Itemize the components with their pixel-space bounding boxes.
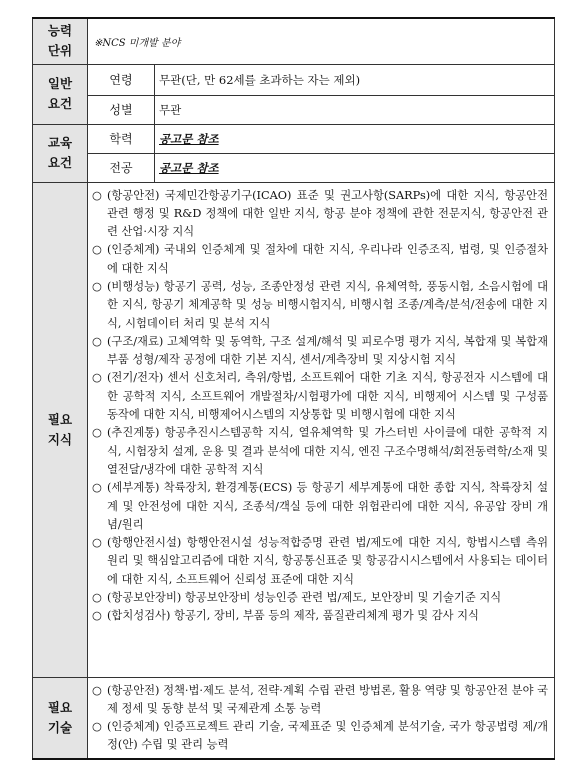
knowledge-item-text: (인증체계) 국내외 인증체계 및 절차에 대한 지식, 우리나라 인증조직, 법령, 및 인증절차에 대한 지식 bbox=[107, 243, 548, 275]
bullet-icon: ○ bbox=[92, 481, 102, 495]
knowledge-item bbox=[92, 534, 548, 589]
knowledge-item-text: (항공안전) 국제민간항공기구(ICAO) 표준 및 권고사항(SARPs)에 대한 지식, 항공안전 관련 행정 및 R&D 정책에 대한 일반 지식, 항공 분야 정책에 관한 전문지식, 항공안전 관련 산업·시장 지식 bbox=[107, 188, 548, 239]
ability-unit-note: ※NCS 미개발 분야 bbox=[88, 18, 555, 64]
knowledge-label-top: 필요 bbox=[47, 411, 73, 427]
degree-label: 학력 bbox=[88, 124, 155, 153]
bullet-icon: ○ bbox=[92, 683, 102, 697]
bullet-icon: ○ bbox=[92, 720, 102, 734]
age-value: 무관(단, 만 62세를 초과하는 자는 제외) bbox=[155, 64, 555, 95]
row-required-knowledge bbox=[33, 182, 555, 677]
bullet-icon: ○ bbox=[92, 279, 102, 293]
knowledge-item-text: (구조/재료) 고체역학 및 동역학, 구조 설계/해석 및 피로수명 평가 지식, 복합재 및 복합재 부품 성형/제작 공정에 대한 기본 지식, 센서/계측장비 및 지상시험 지식 bbox=[107, 334, 548, 367]
education-label-top: 교육 bbox=[47, 135, 73, 150]
gender-label: 성별 bbox=[88, 95, 155, 124]
row-major bbox=[33, 153, 555, 182]
knowledge-list bbox=[88, 182, 555, 677]
knowledge-item bbox=[92, 278, 548, 333]
education-label-bottom: 요건 bbox=[47, 155, 73, 170]
knowledge-item bbox=[92, 333, 548, 370]
row-gender bbox=[33, 95, 555, 124]
knowledge-item-text: (세부계통) 착륙장치, 환경계통(ECS) 등 항공기 세부계통에 대한 종합 지식, 착륙장치 설계 및 안전성에 대한 지식, 조종석/객실 등에 대한 위험관리에 대한 지식, 유공압 장비 개념/원리 bbox=[107, 481, 548, 531]
row-age bbox=[33, 64, 555, 95]
knowledge-item bbox=[92, 369, 548, 424]
ability-unit-label-bottom: 단위 bbox=[47, 43, 73, 59]
bullet-icon: ○ bbox=[92, 591, 102, 605]
skills-item-text: (항공안전) 정책·법·제도 분석, 전략·계획 수립 관련 방법론, 활용 역량 및 항공안전 분야 국제 정세 및 동향 분석 및 국제관계 소통 능력 bbox=[107, 683, 548, 715]
bullet-icon: ○ bbox=[92, 609, 102, 623]
skills-item bbox=[92, 682, 548, 719]
general-label-bottom: 요건 bbox=[47, 96, 73, 111]
row-degree bbox=[33, 124, 555, 153]
knowledge-item-text: (항행안전시설) 항행안전시설 성능적합증명 관련 법/제도에 대한 지식, 항법시스템 측위 원리 및 핵심알고리즘에 대한 지식, 항공통신표준 및 항공감시시스템에서 사용되는 데이터에 대한 지식, 소프트웨어 신뢰성 표준에 대한 지식 bbox=[107, 536, 548, 586]
knowledge-item bbox=[92, 607, 548, 625]
general-label-top: 일반 bbox=[47, 76, 73, 91]
major-value: 공고문 참조 bbox=[155, 153, 555, 182]
knowledge-item bbox=[92, 187, 548, 242]
skills-item bbox=[92, 718, 548, 755]
knowledge-item bbox=[92, 479, 548, 534]
job-requirements-table bbox=[32, 17, 555, 760]
bullet-icon: ○ bbox=[92, 536, 102, 550]
bullet-icon: ○ bbox=[92, 334, 102, 348]
knowledge-item bbox=[92, 424, 548, 479]
knowledge-item-text: (비행성능) 항공기 공력, 성능, 조종안정성 관련 지식, 유체역학, 풍동시험, 소음시험에 대한 지식, 항공기 체계공학 및 성능 비행시험지식, 비행시험 조종/계측/분석/전송에 대한 지식, 시험데이터 처리 및 분석 지식 bbox=[107, 279, 548, 330]
row-required-skills bbox=[33, 677, 555, 759]
degree-value: 공고문 참조 bbox=[155, 124, 555, 153]
knowledge-item bbox=[92, 589, 548, 607]
skills-list bbox=[88, 677, 555, 759]
ability-unit-label bbox=[33, 18, 88, 64]
knowledge-item-text: (합치성검사) 항공기, 장비, 부품 등의 제작, 품질관리체계 평가 및 감사 지식 bbox=[107, 609, 479, 623]
ability-unit-label-top: 능력 bbox=[47, 23, 73, 39]
education-requirements-label bbox=[33, 124, 88, 182]
bullet-icon: ○ bbox=[92, 426, 102, 440]
bullet-icon: ○ bbox=[92, 371, 102, 385]
knowledge-item-text: (항공보안장비) 항공보안장비 성능인증 관련 법/제도, 보안장비 및 기술기준 지식 bbox=[107, 591, 502, 605]
row-ability-unit bbox=[33, 18, 555, 64]
skills-label-bottom: 기술 bbox=[47, 719, 73, 735]
major-label: 전공 bbox=[88, 153, 155, 182]
general-requirements-label bbox=[33, 64, 88, 124]
knowledge-label-bottom: 지식 bbox=[47, 431, 73, 447]
knowledge-item-text: (추진계통) 항공추진시스템공학 지식, 열유체역학 및 가스터빈 사이클에 대한 공학적 지식, 시험장치 설계, 운용 및 결과 분석에 대한 지식, 엔진 구조수명해석/회전동력학/소재 및 열전달/냉각에 대한 공학적 지식 bbox=[107, 426, 548, 476]
age-label: 연령 bbox=[88, 64, 155, 95]
required-knowledge-label bbox=[33, 182, 88, 677]
bullet-icon: ○ bbox=[92, 188, 102, 202]
knowledge-item bbox=[92, 241, 548, 278]
skills-label-top: 필요 bbox=[47, 699, 73, 715]
skills-item-text: (인증체계) 인증프로젝트 관리 기술, 국제표준 및 인증체계 분석기술, 국가 항공법령 제/개정(안) 수립 및 관리 능력 bbox=[107, 720, 548, 752]
gender-value: 무관 bbox=[155, 95, 555, 124]
knowledge-item-text: (전기/전자) 센서 신호처리, 측위/항법, 소프트웨어 대한 기초 지식, 항공전자 시스템에 대한 공학적 지식, 소프트웨어 개발절차/시험평가에 대한 지식, 비행제어 시스템 및 구성품 동작에 대한 지식, 비행제어시스템의 지상통합 및 비행시험에 대한 지식 bbox=[107, 371, 548, 422]
required-skills-label bbox=[33, 677, 88, 759]
bullet-icon: ○ bbox=[92, 243, 102, 257]
